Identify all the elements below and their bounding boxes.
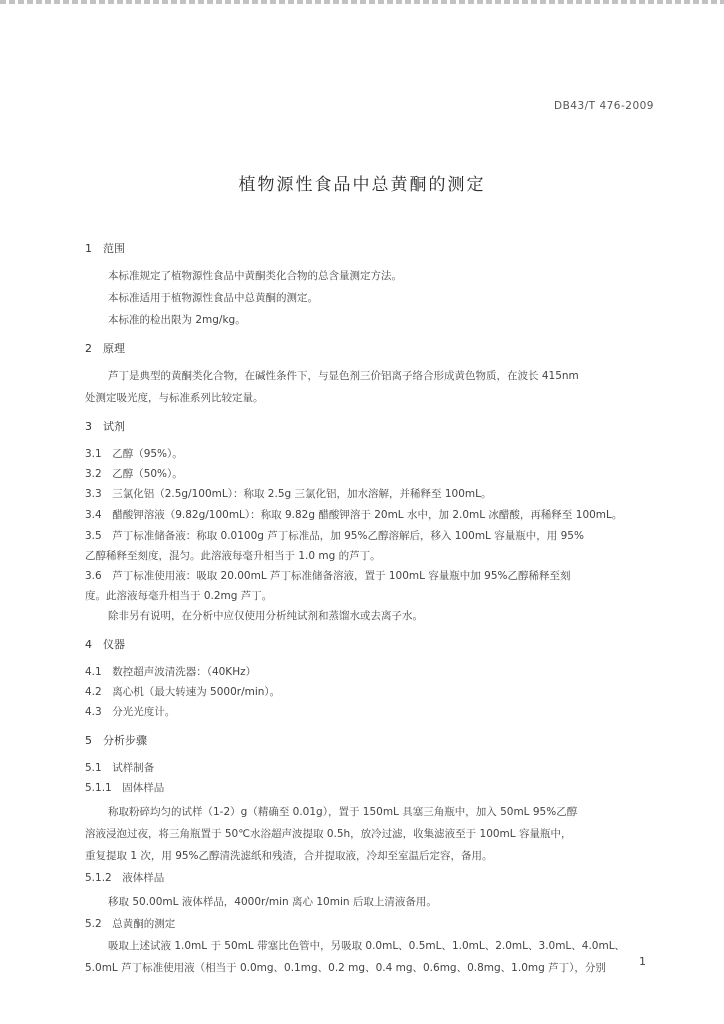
section-heading: 2 原理 (85, 342, 125, 355)
body-text-line: 本标准规定了植物源性食品中黄酮类化合物的总含量测定方法。 (108, 270, 402, 282)
body-text-line: 本标准适用于植物源性食品中总黄酮的测定。 (108, 292, 318, 304)
body-text-line: 4.1 数控超声波清洗器：（40KHz） (85, 666, 257, 678)
body-text-line: 5.1.1 固体样品 (85, 782, 165, 794)
body-text-line: 溶液浸泡过夜，将三角瓶置于 50℃水浴超声波提取 0.5h，放冷过滤，收集滤液至于 100mL 容量瓶中， (85, 828, 572, 840)
body-text-line: 3.1 乙醇（95%）。 (85, 448, 183, 460)
body-text-line: 3.4 醋酸钾溶液（9.82g/100mL）：称取 9.82g 醋酸钾溶于 20mL 水中，加 2.0mL 冰醋酸，再稀释至 100mL。 (85, 509, 623, 521)
page-number: 1 (639, 955, 646, 968)
body-text-line: 5.0mL 芦丁标准使用液（相当于 0.0mg、0.1mg、0.2 mg、0.4 mg、0.6mg、0.8mg、1.0mg 芦丁），分别 (85, 962, 606, 974)
body-text-line: 4.2 离心机（最大转速为 5000r/min）。 (85, 686, 281, 698)
section-heading: 3 试剂 (85, 420, 125, 433)
body-text-line: 4.3 分光光度计。 (85, 706, 176, 718)
body-text-line: 度。此溶液每毫升相当于 0.2mg 芦丁。 (85, 590, 273, 602)
body-text-line: 移取 50.00mL 液体样品，4000r/min 离心 10min 后取上清液备用。 (108, 896, 437, 908)
document-title: 植物源性食品中总黄酮的测定 (238, 175, 486, 195)
body-text-line: 5.2 总黄酮的测定 (85, 918, 176, 930)
body-text-line: 重复提取 1 次，用 95%乙醇清洗滤纸和残渣，合并提取液，冷却至室温后定容，备用。 (85, 850, 493, 862)
body-text-line: 处测定吸光度，与标准系列比较定量。 (85, 392, 264, 404)
section-heading: 4 仪器 (85, 638, 125, 651)
scan-artifact-top (0, 0, 724, 4)
body-text-line: 本标准的检出限为 2mg/kg。 (108, 314, 246, 326)
standard-code: DB43/T 476-2009 (554, 100, 654, 112)
body-text-line: 除非另有说明，在分析中应仅使用分析纯试剂和蒸馏水或去离子水。 (108, 610, 423, 622)
body-text-line: 5.1.2 液体样品 (85, 872, 165, 884)
body-text-line: 乙醇稀释至刻度，混匀。此溶液每毫升相当于 1.0 mg 的芦丁。 (85, 550, 381, 562)
body-text-line: 5.1 试样制备 (85, 762, 155, 774)
body-text-line: 3.5 芦丁标准储备液：称取 0.0100g 芦丁标准品，加 95%乙醇溶解后，移入 100mL 容量瓶中，用 95% (85, 530, 584, 542)
section-heading: 1 范围 (85, 242, 125, 255)
body-text-line: 3.2 乙醇（50%）。 (85, 468, 183, 480)
body-text-line: 3.3 三氯化铝（2.5g/100mL）：称取 2.5g 三氯化铝，加水溶解，并稀释至 100mL。 (85, 488, 492, 500)
body-text-line: 称取粉碎均匀的试样（1-2）g（精确至 0.01g），置于 150mL 具塞三角瓶中，加入 50mL 95%乙醇 (108, 806, 578, 818)
section-heading: 5 分析步骤 (85, 734, 147, 747)
body-text-line: 3.6 芦丁标准使用液：吸取 20.00mL 芦丁标准储备溶液，置于 100mL 容量瓶中加 95%乙醇稀释至刻 (85, 570, 571, 582)
body-text-line: 吸取上述试液 1.0mL 于 50mL 带塞比色管中，另吸取 0.0mL、0.5mL、1.0mL、2.0mL、3.0mL、4.0mL、 (108, 940, 626, 952)
body-text-line: 芦丁是典型的黄酮类化合物，在碱性条件下，与显色剂三价铝离子络合形成黄色物质，在波长 415nm (108, 370, 579, 382)
